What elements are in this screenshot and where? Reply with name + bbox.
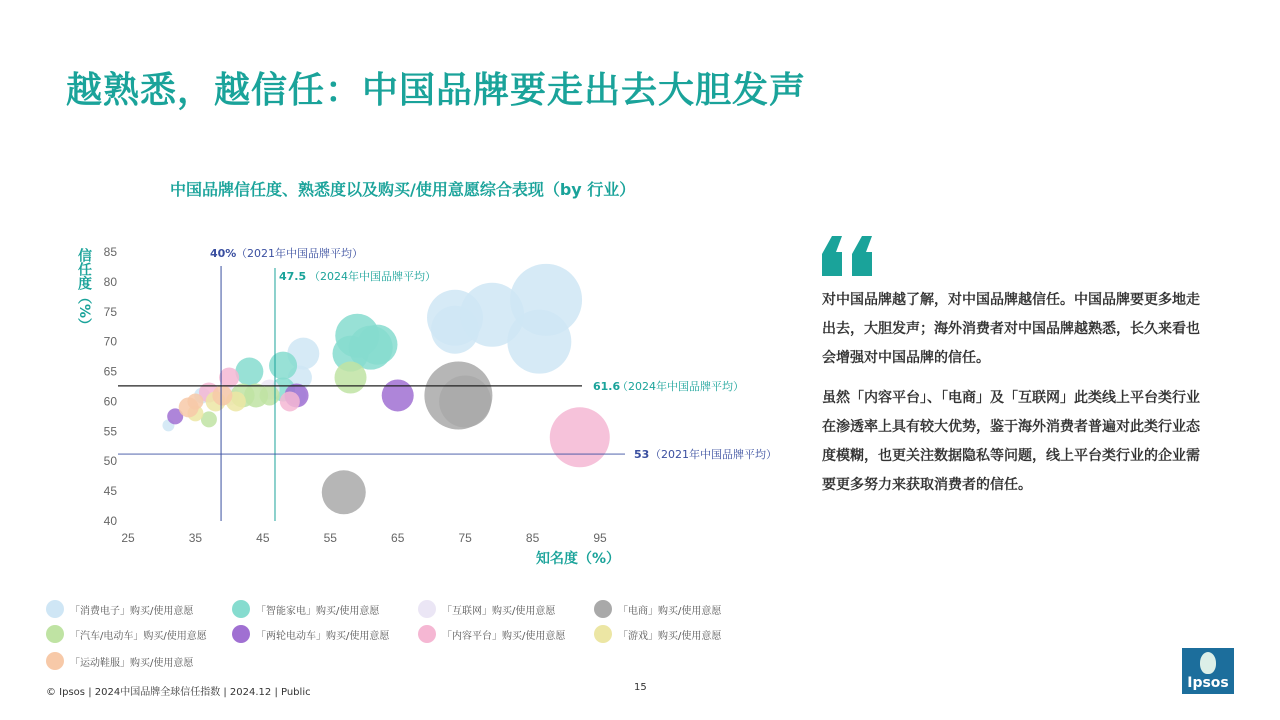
footer-text: © Ipsos | 2024中国品牌全球信任指数 | 2024.12 | Public: [46, 687, 311, 698]
y-tick-label: 65: [103, 364, 117, 379]
y-tick-label: 50: [103, 454, 117, 469]
legend-swatch: [418, 600, 436, 618]
legend-item: [46, 652, 193, 670]
legend-label: 「两轮电动车」购买/使用意愿: [256, 630, 390, 642]
legend-item: [594, 600, 721, 618]
quote-icon: [820, 234, 876, 278]
commentary-paragraph-2: 虽然「内容平台」、「电商」及「互联网」此类线上平台类行业在渗透率上具有较大优势，鉴于海外消费者普遍对此类行业态度模糊，也更关注数据隐私等问题，线上平台类行业的企业需要更多努力来获取消费者的信任。: [822, 390, 1200, 493]
legend-item: [46, 625, 207, 643]
x-tick-label: 25: [121, 531, 135, 545]
bubble-series-2: [235, 358, 263, 386]
legend-label: 「游戏」购买/使用意愿: [618, 630, 722, 642]
chart-title: 中国品牌信任度、熟悉度以及购买/使用意愿综合表现（by 行业）: [170, 180, 636, 199]
reference-text-label: （2021年中国品牌平均）: [236, 247, 363, 260]
y-axis-label: 信任度（%）: [76, 248, 92, 333]
legend-swatch: [594, 625, 612, 643]
y-tick-label: 40: [103, 514, 117, 528]
page-title: 越熟悉，越信任：中国品牌要走出去大胆发声: [66, 70, 807, 111]
legend-label: 「消费电子」购买/使用意愿: [70, 605, 194, 617]
x-tick-label: 35: [188, 531, 203, 545]
x-tick-label: 65: [391, 531, 405, 545]
commentary: [822, 286, 1202, 511]
reference-value-label: 53: [634, 448, 650, 462]
bubble-series-7: [219, 368, 239, 388]
bubble-series-2: [357, 325, 397, 365]
legend-item: [46, 600, 193, 618]
legend-item: [418, 600, 555, 618]
x-tick-label: 55: [323, 531, 337, 545]
y-tick-label: 45: [103, 484, 117, 499]
bubble-series-6: [382, 379, 414, 411]
logo-text: Ipsos: [1187, 675, 1229, 691]
bubble-series-2: [269, 352, 297, 380]
bubble-series-4: [322, 470, 366, 514]
y-tick-label: 80: [103, 274, 117, 289]
legend-swatch: [46, 652, 64, 670]
reference-value-label: 47.5: [279, 270, 307, 283]
x-tick-label: 85: [525, 531, 540, 545]
bubble-series-5: [260, 385, 280, 405]
y-tick-label: 75: [103, 304, 117, 319]
bubble-series-7: [550, 407, 610, 467]
y-tick-label: 70: [103, 334, 117, 349]
legend-item: [418, 625, 565, 643]
legend-swatch: [232, 600, 250, 618]
y-tick-label: 60: [103, 394, 117, 409]
ipsos-logo: [1182, 648, 1234, 694]
x-tick-label: 95: [593, 531, 607, 545]
reference-text-label: （2021年中国品牌平均）: [650, 448, 777, 462]
reference-text-label: （2024年中国品牌平均）: [309, 270, 436, 283]
legend-label: 「运动鞋服」购买/使用意愿: [70, 657, 194, 669]
legend-swatch: [46, 625, 64, 643]
bubble-series-9: [187, 393, 203, 409]
legend-swatch: [46, 600, 64, 618]
legend-swatch: [232, 625, 250, 643]
bubble-series-4: [439, 375, 491, 427]
x-axis-label: 知名度（%）: [535, 551, 621, 567]
x-tick-label: 75: [458, 531, 472, 545]
y-tick-label: 55: [103, 424, 117, 439]
legend-swatch: [418, 625, 436, 643]
legend-item: [594, 625, 721, 643]
x-tick-label: 45: [256, 531, 270, 545]
legend-label: 「内容平台」购买/使用意愿: [442, 630, 566, 642]
legend-swatch: [594, 600, 612, 618]
legend-label: 「电商」购买/使用意愿: [618, 605, 722, 617]
legend-item: [232, 625, 389, 643]
reference-text-label: （2024年中国品牌平均）: [617, 379, 744, 393]
commentary-paragraph-1: 对中国品牌越了解，对中国品牌越信任。中国品牌要更多地走出去，大胆发声；海外消费者对中国品牌越熟悉，长久来看也会增强对中国品牌的信任。: [822, 292, 1200, 366]
legend-item: [232, 600, 379, 618]
legend-label: 「互联网」购买/使用意愿: [442, 605, 556, 617]
legend-label: 「汽车/电动车」购买/使用意愿: [70, 630, 207, 642]
legend-label: 「智能家电」购买/使用意愿: [256, 605, 380, 617]
bubble-series-5: [335, 362, 367, 394]
logo-mark-icon: [1200, 652, 1216, 674]
y-tick-label: 85: [103, 245, 117, 259]
bubble-series-7: [280, 391, 300, 411]
bubble-series-1: [510, 264, 582, 336]
reference-value-label: 61.6: [593, 379, 621, 393]
bubble-series-9: [212, 385, 232, 405]
page-number: 15: [634, 682, 647, 693]
reference-value-label: 40%: [210, 247, 237, 260]
